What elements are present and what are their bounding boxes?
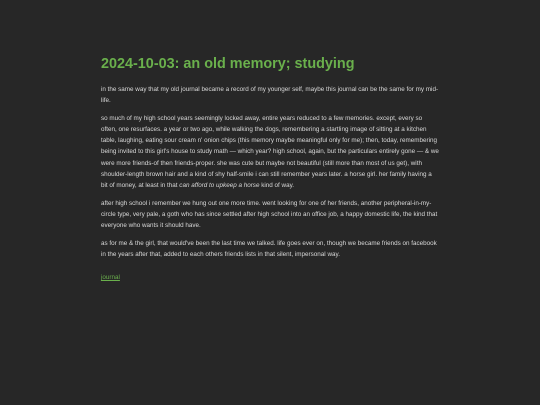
paragraph-intro: in the same way that my old journal became a record of my younger self, maybe this journal can be the same for my mid-life. <box>101 86 439 105</box>
paragraph-memory-tail: kind of way. <box>259 182 294 190</box>
paragraph-memory <box>101 113 439 192</box>
paragraph-memory-emphasis: can afford to upkeep a horse <box>179 182 260 190</box>
journal-entry <box>101 55 439 284</box>
paragraph-memory-text: so much of my high school years seemingly locked away, entire years reduced to a few memories. except, every so often, one resurfaces. a year or two ago, while walking the dogs, remembering a startling image of sitting at a kitchen table, laughing, eating sour cream n' onion chips (this memory maybe meaningful only for me); then, today, remembering being invited to this girl's house to study math — which year? high school, again, but the particulars entirely gone — & we were more friends-of then friends-proper. she was cute but maybe not beautiful (still more than most of us get), with shoulder-length brown hair and a kind of shy half-smile i can still remember years later. a horse girl. her family having a bit of money, at least in that <box>101 114 439 190</box>
paragraph-after-school: after high school i remember we hung out one more time. went looking for one of her friends, another peripheral-in-my-circle type, very pale, a goth who has since settled after high school into an office job, a happy domestic life, the kind that everyone who wants it should have. <box>101 199 438 230</box>
paragraph-last-time: as for me & the girl, that would've been the last time we talked. life goes ever on, though we became friends on facebook in the years after that, added to each others friends lists in that silent, impersonal way. <box>101 239 437 258</box>
page-title: 2024-10-03: an old memory; studying <box>101 56 355 72</box>
journal-link[interactable]: journal <box>101 274 120 282</box>
